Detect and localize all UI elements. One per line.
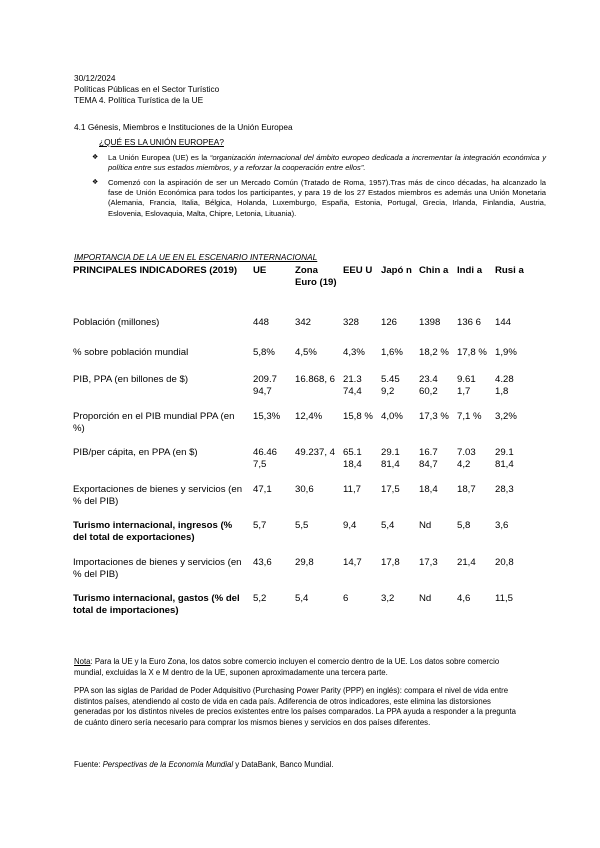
- table-row: [70, 478, 530, 514]
- indicator-value-cell: 209.7 94,7: [253, 374, 278, 398]
- indicators-table: [70, 265, 530, 623]
- diamond-bullet-icon: ❖: [92, 154, 99, 161]
- indicator-value-cell: 20,8: [495, 557, 514, 568]
- indicator-label-cell: PIB, PPA (en billones de $): [73, 374, 189, 385]
- indicator-value-cell: 17,5: [381, 484, 400, 495]
- indicator-value-cell: 126: [381, 317, 398, 328]
- note-text: : Para la UE y la Euro Zona, los datos sobre comercio incluyen el comercio dentro de la UE. Los datos sobre comercio mundial, excluidas la X e M dentro de la UE, suponen aproximadamente una tercera parte.: [74, 657, 500, 677]
- table-header-cell: PRINCIPALES INDICADORES (2019): [73, 265, 238, 276]
- indicator-value-cell: 11,7: [343, 484, 361, 495]
- indicator-value-cell: 29,8: [295, 557, 314, 568]
- indicator-value-cell: 328: [343, 317, 360, 328]
- indicator-value-cell: 16.7 84,7: [419, 447, 438, 471]
- bullet-text: La Unión Europea (UE) es la “organización internacional del ámbito europeo dedicada a incrementar la integración económica y política entre sus estados miembros, y a reforzar la cooperación entre ellos”.: [108, 153, 547, 173]
- table-row: [70, 587, 530, 623]
- header-topic: TEMA 4. Política Turística de la UE: [74, 95, 204, 106]
- importance-title: IMPORTANCIA DE LA UE EN EL ESCENARIO INTERNACIONAL: [74, 252, 318, 262]
- indicator-value-cell: 21.3 74,4: [343, 374, 362, 398]
- indicator-value-cell: 18,2 %: [419, 347, 449, 358]
- note-paragraph: [74, 657, 526, 678]
- indicator-value-cell: 3,2%: [495, 411, 517, 422]
- indicator-value-cell: 29.1 81,4: [495, 447, 514, 471]
- indicator-value-cell: 7.03 4,2: [457, 447, 476, 471]
- indicator-value-cell: 7,1 %: [457, 411, 482, 422]
- indicator-value-cell: 15,3%: [253, 411, 281, 422]
- indicator-value-cell: 448: [253, 317, 270, 328]
- indicator-value-cell: 29.1 81,4: [381, 447, 400, 471]
- indicator-label-cell: % sobre población mundial: [73, 347, 189, 358]
- indicator-value-cell: 12,4%: [295, 411, 323, 422]
- table-header-cell: UE: [253, 265, 267, 276]
- indicator-value-cell: 17,3: [419, 557, 438, 568]
- table-row: [70, 311, 530, 341]
- indicator-value-cell: 43,6: [253, 557, 272, 568]
- indicator-value-cell: 16.868, 6: [295, 374, 336, 385]
- indicator-label-cell: Población (millones): [73, 317, 160, 328]
- diamond-bullet-icon: ❖: [92, 179, 99, 186]
- indicator-value-cell: 144: [495, 317, 512, 328]
- indicator-value-cell: 17,8: [381, 557, 400, 568]
- indicator-value-cell: 18,4: [419, 484, 438, 495]
- table-row: [70, 368, 530, 405]
- ppa-paragraph: PPA son las siglas de Paridad de Poder Adquisitivo (Purchasing Power Parity (PPP) en inglés): compara el nivel de vida entre distintos países, atendiendo al costo de vida en cada país. Adiferencia de otros indicadores, este elimina las distorsiones generadas por los distintos niveles de precios existentes entre los países comparados. La PPA ayuda a responder a la pregunta de cuánto dinero sería necesario para comprar los mismos bienes y servicios en dos países diferentes.: [74, 686, 516, 727]
- indicator-value-cell: 4.28 1,8: [495, 374, 514, 398]
- indicator-value-cell: 28,3: [495, 484, 514, 495]
- indicator-value-cell: 30,6: [295, 484, 314, 495]
- table-header-cell: EEU U: [343, 265, 373, 276]
- section-title: 4.1 Génesis, Miembros e Instituciones de la Unión Europea: [74, 122, 293, 132]
- indicator-value-cell: 18,7: [457, 484, 476, 495]
- indicator-value-cell: 17,3 %: [419, 411, 449, 422]
- indicator-value-cell: 9,4: [343, 520, 357, 531]
- indicator-value-cell: 4,0%: [381, 411, 403, 422]
- indicator-value-cell: 5,2: [253, 593, 267, 604]
- indicator-label-cell: Importaciones de bienes y servicios (en % del PIB): [73, 557, 242, 581]
- indicator-value-cell: 1,6%: [381, 347, 403, 358]
- table-row: [70, 551, 530, 587]
- table-row: [70, 441, 530, 478]
- indicator-value-cell: 49.237, 4: [295, 447, 336, 458]
- indicator-value-cell: Nd: [419, 593, 432, 604]
- indicator-value-cell: 9.61 1,7: [457, 374, 476, 398]
- table-row: [70, 405, 530, 441]
- table-row: [70, 514, 530, 551]
- indicator-value-cell: 46.46 7,5: [253, 447, 278, 471]
- indicator-label-cell: Turismo internacional, gastos (% del total de importaciones): [73, 593, 240, 617]
- indicator-value-cell: 5,4: [295, 593, 309, 604]
- indicator-value-cell: 23.4 60,2: [419, 374, 438, 398]
- indicator-value-cell: 65.1 18,4: [343, 447, 362, 471]
- document-header: [74, 73, 219, 107]
- indicator-value-cell: 47,1: [253, 484, 272, 495]
- table-row: [70, 341, 530, 368]
- note-label: Nota: [74, 657, 91, 666]
- indicator-value-cell: 4,5%: [295, 347, 317, 358]
- indicator-value-cell: 21,4: [457, 557, 476, 568]
- indicator-value-cell: 11,5: [495, 593, 513, 604]
- question-heading: ¿QUÉ ES LA UNIÓN EUROPEA?: [99, 137, 224, 147]
- indicator-value-cell: 6: [343, 593, 349, 604]
- indicator-value-cell: 5,8%: [253, 347, 275, 358]
- indicator-value-cell: 3,2: [381, 593, 395, 604]
- indicator-value-cell: 17,8 %: [457, 347, 487, 358]
- indicator-value-cell: 4,3%: [343, 347, 365, 358]
- indicator-value-cell: 5,8: [457, 520, 471, 531]
- table-header-cell: Japó n: [381, 265, 412, 276]
- source-line: Fuente: Perspectivas de la Economía Mundial y DataBank, Banco Mundial.: [74, 760, 334, 769]
- bullet-text: Comenzó con la aspiración de ser un Mercado Común (Tratado de Roma, 1957).Tras más de cinco décadas, ha alcanzado la fase de Unión Económica para todos los participantes, y para 19 de los 27 Estados miembros es además una Unión Monetaria (Alemania, Francia, Italia, Bélgica, Holanda, Luxemburgo, España, Estonia, Portugal, Grecia, Irlanda, Finlandia, Austria, Eslovenia, Eslovaquia, Malta, Chipre, Letonia, Lituania).: [108, 178, 546, 218]
- header-date: 30/12/2024: [74, 73, 116, 83]
- indicator-value-cell: 4,6: [457, 593, 471, 604]
- indicator-value-cell: 342: [295, 317, 312, 328]
- indicator-value-cell: 5,7: [253, 520, 267, 531]
- table-header-cell: Rusi a: [495, 265, 524, 276]
- indicator-value-cell: 5,5: [295, 520, 309, 531]
- indicator-label-cell: Turismo internacional, ingresos (% del total de exportaciones): [73, 520, 233, 544]
- indicator-value-cell: 136 6: [457, 317, 482, 328]
- table-header-cell: Chin a: [419, 265, 449, 276]
- indicator-label-cell: PIB/per cápita, en PPA (en $): [73, 447, 198, 458]
- indicator-value-cell: 5.45 9,2: [381, 374, 400, 398]
- indicator-value-cell: 3,6: [495, 520, 509, 531]
- indicator-value-cell: 5,4: [381, 520, 395, 531]
- header-course: Políticas Públicas en el Sector Turístico: [74, 84, 220, 95]
- indicator-label-cell: Proporción en el PIB mundial PPA (en %): [73, 411, 235, 435]
- indicator-value-cell: 1398: [419, 317, 441, 328]
- table-header-cell: Zona Euro (19): [295, 265, 337, 289]
- indicator-value-cell: Nd: [419, 520, 432, 531]
- indicator-label-cell: Exportaciones de bienes y servicios (en % del PIB): [73, 484, 243, 508]
- indicator-value-cell: 14,7: [343, 557, 362, 568]
- indicator-value-cell: 15,8 %: [343, 411, 373, 422]
- table-header-row: [70, 265, 530, 311]
- table-header-cell: Indi a: [457, 265, 483, 276]
- indicator-value-cell: 1,9%: [495, 347, 517, 358]
